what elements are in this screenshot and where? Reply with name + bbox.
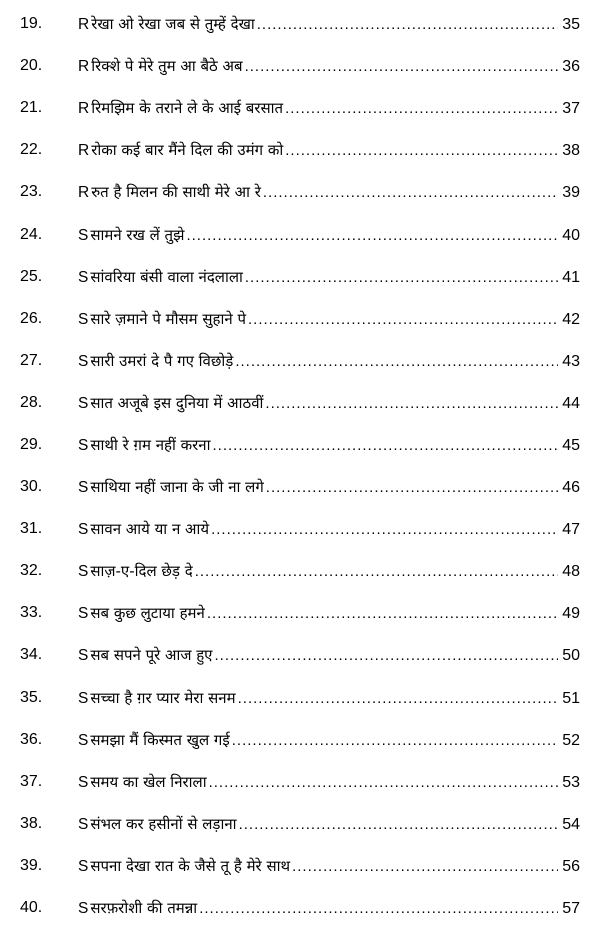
entry-line	[78, 856, 580, 876]
entry-line	[78, 688, 580, 708]
entry-number: 27.	[20, 351, 43, 369]
song-title: संभल कर हसीनों से लड़ाना	[90, 814, 237, 833]
toc-entry[interactable]	[0, 87, 600, 129]
song-title: रुत है मिलन की साथी मेरे आ रे	[91, 183, 261, 202]
index-letter: S	[78, 521, 89, 539]
page-number: 44	[562, 394, 580, 412]
toc-entry[interactable]	[0, 845, 600, 887]
dot-leader	[245, 58, 558, 75]
entry-number: 37.	[20, 772, 43, 790]
dot-leader	[248, 311, 558, 328]
dot-leader	[285, 100, 558, 117]
index-letter: R	[78, 142, 90, 160]
entry-number: 39.	[20, 856, 43, 874]
entry-line	[78, 182, 580, 202]
index-letter: S	[78, 605, 89, 623]
entry-number: 38.	[20, 814, 43, 832]
dot-leader	[257, 16, 558, 33]
dot-leader	[213, 437, 558, 454]
index-letter: S	[78, 731, 89, 749]
entry-line	[78, 267, 580, 287]
song-title: साज़-ए-दिल छेड़ दे	[90, 562, 193, 581]
page-number: 39	[562, 184, 580, 202]
toc-entry[interactable]	[0, 382, 600, 424]
entry-number: 36.	[20, 730, 43, 748]
index-letter: S	[78, 310, 89, 328]
toc-entry[interactable]	[0, 887, 600, 929]
page-number: 40	[562, 226, 580, 244]
toc-entry[interactable]	[0, 340, 600, 382]
dot-leader	[235, 353, 558, 370]
toc-entry[interactable]	[0, 719, 600, 761]
entry-number: 25.	[20, 267, 43, 285]
index-letter: R	[78, 184, 90, 202]
toc-entry[interactable]	[0, 466, 600, 508]
toc-entry[interactable]	[0, 424, 600, 466]
entry-line	[78, 56, 580, 76]
page-number: 38	[562, 142, 580, 160]
entry-number: 20.	[20, 57, 43, 75]
index-letter: S	[78, 689, 89, 707]
entry-line	[78, 435, 580, 455]
index-letter: S	[78, 479, 89, 497]
song-title: रेखा ओ रेखा जब से तुम्हें देखा	[91, 15, 255, 34]
page-number: 45	[562, 436, 580, 454]
index-letter: S	[78, 268, 89, 286]
page-number: 48	[562, 563, 580, 581]
song-title: सरफ़रोशी की तमन्ना	[90, 899, 198, 918]
dot-leader	[199, 900, 558, 917]
entry-line	[78, 561, 580, 581]
index-letter: S	[78, 815, 89, 833]
toc-entry[interactable]	[0, 256, 600, 298]
entry-number: 22.	[20, 141, 43, 159]
page-number: 37	[562, 100, 580, 118]
dot-leader	[245, 269, 558, 286]
entry-number: 31.	[20, 520, 43, 538]
page-number: 46	[562, 479, 580, 497]
entry-line	[78, 603, 580, 623]
page-number: 50	[562, 647, 580, 665]
index-letter: S	[78, 857, 89, 875]
page-number: 53	[562, 773, 580, 791]
page-number: 57	[562, 900, 580, 918]
entry-number: 19.	[20, 15, 43, 33]
entry-number: 24.	[20, 225, 43, 243]
entry-number: 29.	[20, 435, 43, 453]
index-letter: S	[78, 773, 89, 791]
toc-entry[interactable]	[0, 803, 600, 845]
toc-entry[interactable]	[0, 298, 600, 340]
entry-line	[78, 519, 580, 539]
song-title: रिक्शे पे मेरे तुम आ बैठे अब	[91, 57, 243, 76]
dot-leader	[211, 521, 558, 538]
song-title: साथी रे ग़म नहीं करना	[90, 435, 211, 454]
dot-leader	[214, 647, 558, 664]
entry-line	[78, 309, 580, 329]
entry-line	[78, 645, 580, 665]
entry-line	[78, 477, 580, 497]
index-letter: R	[78, 58, 90, 76]
entry-number: 23.	[20, 183, 43, 201]
dot-leader	[207, 605, 558, 622]
dot-leader	[285, 142, 558, 159]
toc-entry[interactable]	[0, 129, 600, 171]
dot-leader	[232, 732, 558, 749]
index-letter: S	[78, 647, 89, 665]
index-letter: R	[78, 100, 90, 118]
toc-entry[interactable]	[0, 3, 600, 45]
entry-number: 30.	[20, 478, 43, 496]
song-title: साथिया नहीं जाना के जी ना लगे	[90, 478, 264, 497]
song-title: सारे ज़माने पे मौसम सुहाने पे	[90, 309, 246, 328]
index-letter: S	[78, 436, 89, 454]
entry-number: 40.	[20, 899, 43, 917]
entry-line	[78, 814, 580, 834]
song-title: सब सपने पूरे आज हुए	[90, 646, 213, 665]
entry-line	[78, 730, 580, 750]
entry-line	[78, 225, 580, 245]
dot-leader	[292, 858, 558, 875]
toc-entry[interactable]	[0, 677, 600, 719]
entry-line	[78, 772, 580, 792]
toc-entry[interactable]	[0, 508, 600, 550]
page-number: 54	[562, 815, 580, 833]
song-title: सारी उमरां दे पै गए विछोड़े	[90, 351, 234, 370]
dot-leader	[266, 479, 558, 496]
entry-line	[78, 351, 580, 371]
entry-number: 35.	[20, 688, 43, 706]
dot-leader	[195, 563, 558, 580]
page-number: 41	[562, 268, 580, 286]
song-title: सांवरिया बंसी वाला नंदलाला	[90, 267, 243, 286]
song-title: समय का खेल निराला	[90, 772, 207, 791]
index-letter: S	[78, 900, 89, 918]
toc-entry[interactable]	[0, 171, 600, 213]
entry-line	[78, 898, 580, 918]
song-title: रोका कई बार मैंने दिल की उमंग को	[91, 141, 284, 160]
index-letter: S	[78, 352, 89, 370]
song-title: सामने रख लें तुझे	[90, 225, 185, 244]
dot-leader	[238, 690, 558, 707]
page-number: 42	[562, 310, 580, 328]
entry-number: 28.	[20, 393, 43, 411]
entry-line	[78, 14, 580, 34]
toc-entry[interactable]	[0, 761, 600, 803]
entry-line	[78, 98, 580, 118]
entry-number: 32.	[20, 562, 43, 580]
song-title: समझा मैं किस्मत खुल गई	[90, 730, 230, 749]
index-letter: S	[78, 226, 89, 244]
index-letter: S	[78, 563, 89, 581]
toc-entry[interactable]	[0, 550, 600, 592]
entry-number: 26.	[20, 309, 43, 327]
page-number: 52	[562, 731, 580, 749]
page-number: 47	[562, 521, 580, 539]
toc-entry[interactable]	[0, 45, 600, 87]
entry-line	[78, 140, 580, 160]
entry-line	[78, 393, 580, 413]
song-title: रिमझिम के तराने ले के आई बरसात	[91, 99, 284, 118]
page-number: 49	[562, 605, 580, 623]
song-title: सपना देखा रात के जैसे तू है मेरे साथ	[90, 856, 291, 875]
dot-leader	[239, 816, 558, 833]
page-number: 43	[562, 352, 580, 370]
dot-leader	[263, 184, 558, 201]
dot-leader	[209, 774, 558, 791]
page-number: 51	[562, 689, 580, 707]
index-letter: S	[78, 394, 89, 412]
entry-number: 33.	[20, 604, 43, 622]
toc-entry[interactable]	[0, 634, 600, 676]
song-title: सच्चा है ग़र प्यार मेरा सनम	[90, 688, 236, 707]
page-number: 36	[562, 58, 580, 76]
dot-leader	[265, 395, 558, 412]
entry-number: 21.	[20, 99, 43, 117]
song-title: सब कुछ लुटाया हमने	[90, 604, 205, 623]
entry-number: 34.	[20, 646, 43, 664]
page-number: 56	[562, 857, 580, 875]
page-number: 35	[562, 16, 580, 34]
song-title: सात अजूबे इस दुनिया में आठवीं	[90, 393, 264, 412]
song-title: सावन आये या न आये	[90, 520, 210, 539]
toc-entry[interactable]	[0, 592, 600, 634]
dot-leader	[186, 227, 558, 244]
toc-entry[interactable]	[0, 213, 600, 255]
index-letter: R	[78, 16, 90, 34]
